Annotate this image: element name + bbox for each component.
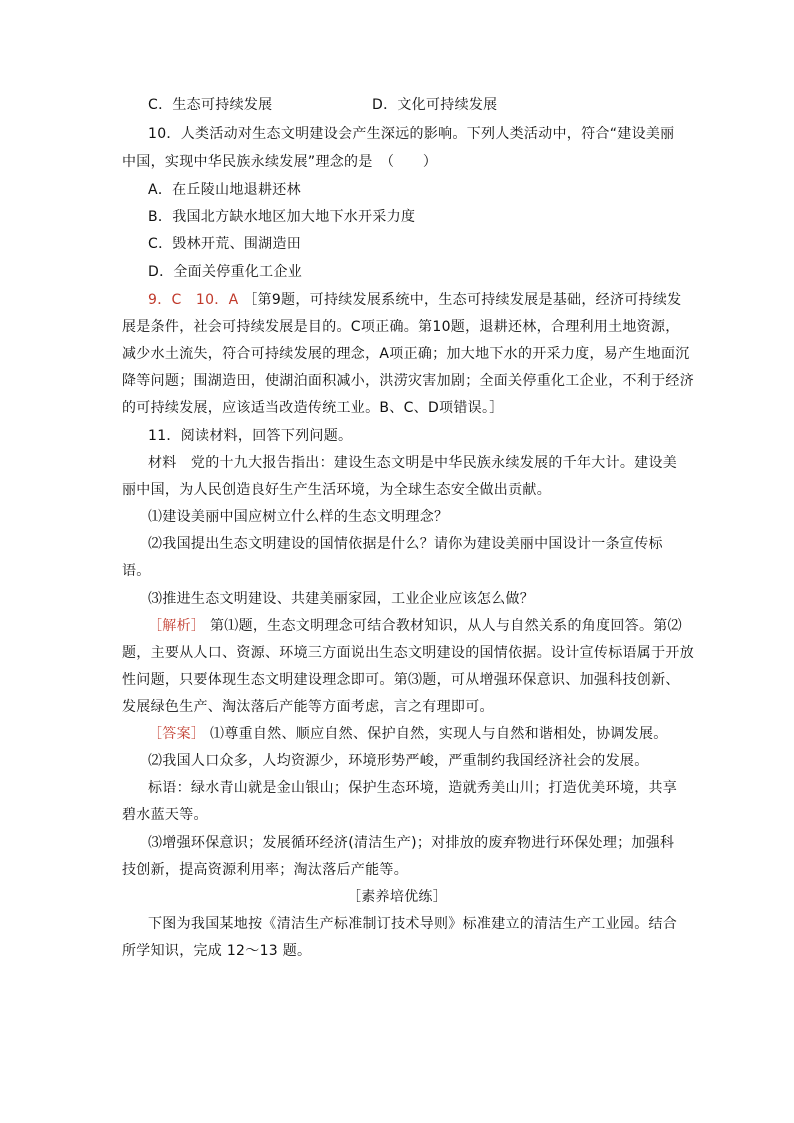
analysis-line2: 题，主要从人口、资源、环境三方面说出生态文明建设的国情依据。设计宣传标语属于开放: [122, 645, 694, 661]
answer-text: ⑴尊重自然、顺应自然、保护自然，实现人与自然和谐相处，协调发展。: [209, 726, 668, 742]
explanation-line4: 降等问题；围湖造田，使湖泊面积减小，洪涝灾害加剧；全面关停重化工企业，不利于经济: [122, 373, 694, 389]
explanation-line1: [148, 290, 681, 310]
analysis-line1: [148, 616, 682, 636]
analysis-line4: 发展绿色生产、淘汰落后产能等方面考虑，言之有理即可。: [122, 699, 494, 715]
intro-line2: 所学知识，完成 12～13 题。: [122, 943, 312, 959]
q11-stem: 11．阅读材料，回答下列问题。: [148, 428, 353, 444]
q10-option-d: D．全面关停重化工企业: [148, 264, 303, 280]
q10-stem-line1: 10．人类活动对生态文明建设会产生深远的影响。下列人类活动中，符合“建设美丽: [148, 126, 675, 142]
intro-line1: 下图为我国某地按《清洁生产标准制订技术导则》标准建立的清洁生产工业园。结合: [148, 916, 678, 932]
answer-line2: ⑵我国人口众多，人均资源少，环境形势严峻，严重制约我国经济社会的发展。: [148, 753, 649, 769]
answer-key: 9．C 10．A: [148, 292, 239, 308]
analysis-line3: 性问题，只要体现生态文明建设理念即可。第⑶题，可从增强环保意识、加强科技创新、: [122, 672, 680, 688]
option-c-q9: C．生态可持续发展: [148, 97, 273, 113]
q11-material-line1: 材料 党的十九大报告指出：建设生态文明是中华民族永续发展的千年大计。建设美: [148, 455, 678, 471]
q10-stem-line2: 中国，实现中华民族永续发展”理念的是 （ ）: [122, 154, 438, 170]
answer-line3: 标语：绿水青山就是金山银山；保护生态环境，造就秀美山川；打造优美环境，共享: [148, 780, 678, 796]
explanation-line2: 展是条件，社会可持续发展是目的。C项正确。第10题，退耕还林，合理利用土地资源，: [122, 319, 680, 335]
answer-line5: ⑶增强环保意识；发展循环经济(清洁生产)；对排放的废弃物进行环保处理；加强科: [148, 835, 675, 851]
q11-sub2-line2: 语。: [122, 563, 151, 579]
q11-material-line2: 丽中国，为人民创造良好生产生活环境，为全球生态安全做出贡献。: [122, 482, 551, 498]
explanation-line5: 的可持续发展，应该适当改造传统工业。B、C、D项错误。］: [122, 400, 504, 416]
q10-option-b: B．我国北方缺水地区加大地下水开采力度: [148, 209, 416, 225]
explanation-line3: 减少水土流失，符合可持续发展的理念，A项正确；加大地下水的开采力度，易产生地面沉: [122, 346, 690, 362]
q10-option-c: C．毁林开荒、围湖造田: [148, 236, 302, 252]
section-title: ［素养培优练］: [346, 889, 448, 905]
analysis-text: 第⑴题，生态文明理念可结合教材知识，从人与自然关系的角度回答。第⑵: [209, 618, 682, 634]
q11-sub2-line1: ⑵我国提出生态文明建设的国情依据是什么？请你为建设美丽中国设计一条宣传标: [148, 536, 663, 552]
answer-line6: 技创新，提高资源利用率；淘汰落后产能等。: [122, 862, 408, 878]
q11-sub1: ⑴建设美丽中国应树立什么样的生态文明理念？: [148, 509, 449, 525]
q10-option-a: A．在丘陵山地退耕还林: [148, 182, 301, 198]
answer-line4: 碧水蓝天等。: [122, 807, 208, 823]
explanation-text: ［第9题，可持续发展系统中，生态可持续发展是基础，经济可持续发: [243, 292, 682, 308]
q11-sub3: ⑶推进生态文明建设、共建美丽家园，工业企业应该怎么做？: [148, 591, 535, 607]
analysis-label: ［解析］: [148, 618, 206, 634]
answer-label: ［答案］: [148, 726, 206, 742]
answer-line1: [148, 724, 668, 744]
option-d-q9: D．文化可持续发展: [372, 97, 498, 113]
